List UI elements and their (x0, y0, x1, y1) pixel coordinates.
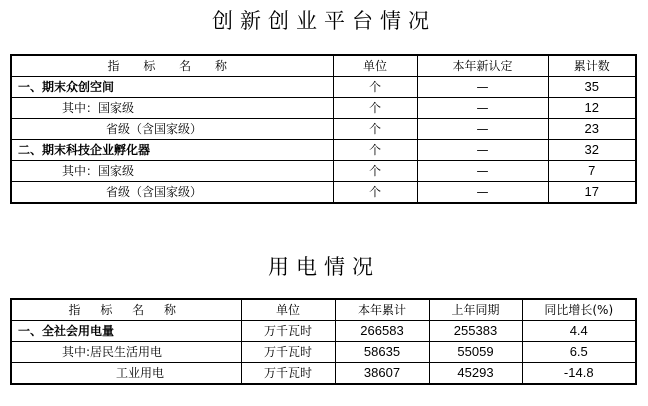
row-yoy-growth: 4.4 (522, 321, 636, 342)
header-yoy-growth: 同比增长(%) (522, 299, 636, 321)
row-current-cumulative: 58635 (335, 342, 429, 363)
table-row (11, 342, 636, 363)
table-row (11, 363, 636, 385)
row-unit: 万千瓦时 (241, 321, 335, 342)
row-unit: 万千瓦时 (241, 342, 335, 363)
row-unit: 个 (333, 98, 417, 119)
row-unit: 个 (333, 161, 417, 182)
row-name: 一、期末众创空间 (11, 77, 333, 98)
row-name: 其中：国家级 (11, 161, 333, 182)
row-new-certified: — (417, 98, 548, 119)
header-new-certified: 本年新认定 (417, 55, 548, 77)
header-indicator-name: 指 标 名 称 (11, 299, 241, 321)
row-cumulative: 23 (548, 119, 636, 140)
row-name: 工业用电 (11, 363, 241, 385)
row-new-certified: — (417, 77, 548, 98)
row-new-certified: — (417, 161, 548, 182)
row-name: 一、全社会用电量 (11, 321, 241, 342)
row-name: 其中：国家级 (11, 98, 333, 119)
row-name: 省级（含国家级） (11, 119, 333, 140)
row-current-cumulative: 38607 (335, 363, 429, 385)
row-name: 省级（含国家级） (11, 182, 333, 204)
header-cumulative: 累计数 (548, 55, 636, 77)
row-unit: 个 (333, 119, 417, 140)
table-header-row (11, 55, 636, 77)
table-row (11, 119, 636, 140)
electricity-table (10, 298, 637, 385)
row-prior-period: 55059 (429, 342, 522, 363)
row-unit: 个 (333, 140, 417, 161)
row-cumulative: 12 (548, 98, 636, 119)
table-row (11, 182, 636, 204)
header-current-cumulative: 本年累计 (335, 299, 429, 321)
row-cumulative: 17 (548, 182, 636, 204)
table-header-row (11, 299, 636, 321)
section1-title: 创新创业平台情况 (212, 9, 436, 33)
row-cumulative: 35 (548, 77, 636, 98)
row-unit: 万千瓦时 (241, 363, 335, 385)
table-row (11, 140, 636, 161)
row-prior-period: 255383 (429, 321, 522, 342)
header-unit: 单位 (241, 299, 335, 321)
section2-title: 用电情况 (268, 255, 380, 279)
row-new-certified: — (417, 119, 548, 140)
row-name: 二、期末科技企业孵化器 (11, 140, 333, 161)
row-yoy-growth: -14.8 (522, 363, 636, 385)
row-unit: 个 (333, 77, 417, 98)
header-unit: 单位 (333, 55, 417, 77)
table-row (11, 321, 636, 342)
header-indicator-name: 指 标 名 称 (11, 55, 333, 77)
header-prior-period: 上年同期 (429, 299, 522, 321)
table-row (11, 98, 636, 119)
table-row (11, 77, 636, 98)
table-row (11, 161, 636, 182)
row-yoy-growth: 6.5 (522, 342, 636, 363)
row-name: 其中:居民生活用电 (11, 342, 241, 363)
row-new-certified: — (417, 182, 548, 204)
row-prior-period: 45293 (429, 363, 522, 385)
platform-table (10, 54, 637, 204)
row-new-certified: — (417, 140, 548, 161)
row-unit: 个 (333, 182, 417, 204)
row-current-cumulative: 266583 (335, 321, 429, 342)
row-cumulative: 7 (548, 161, 636, 182)
row-cumulative: 32 (548, 140, 636, 161)
